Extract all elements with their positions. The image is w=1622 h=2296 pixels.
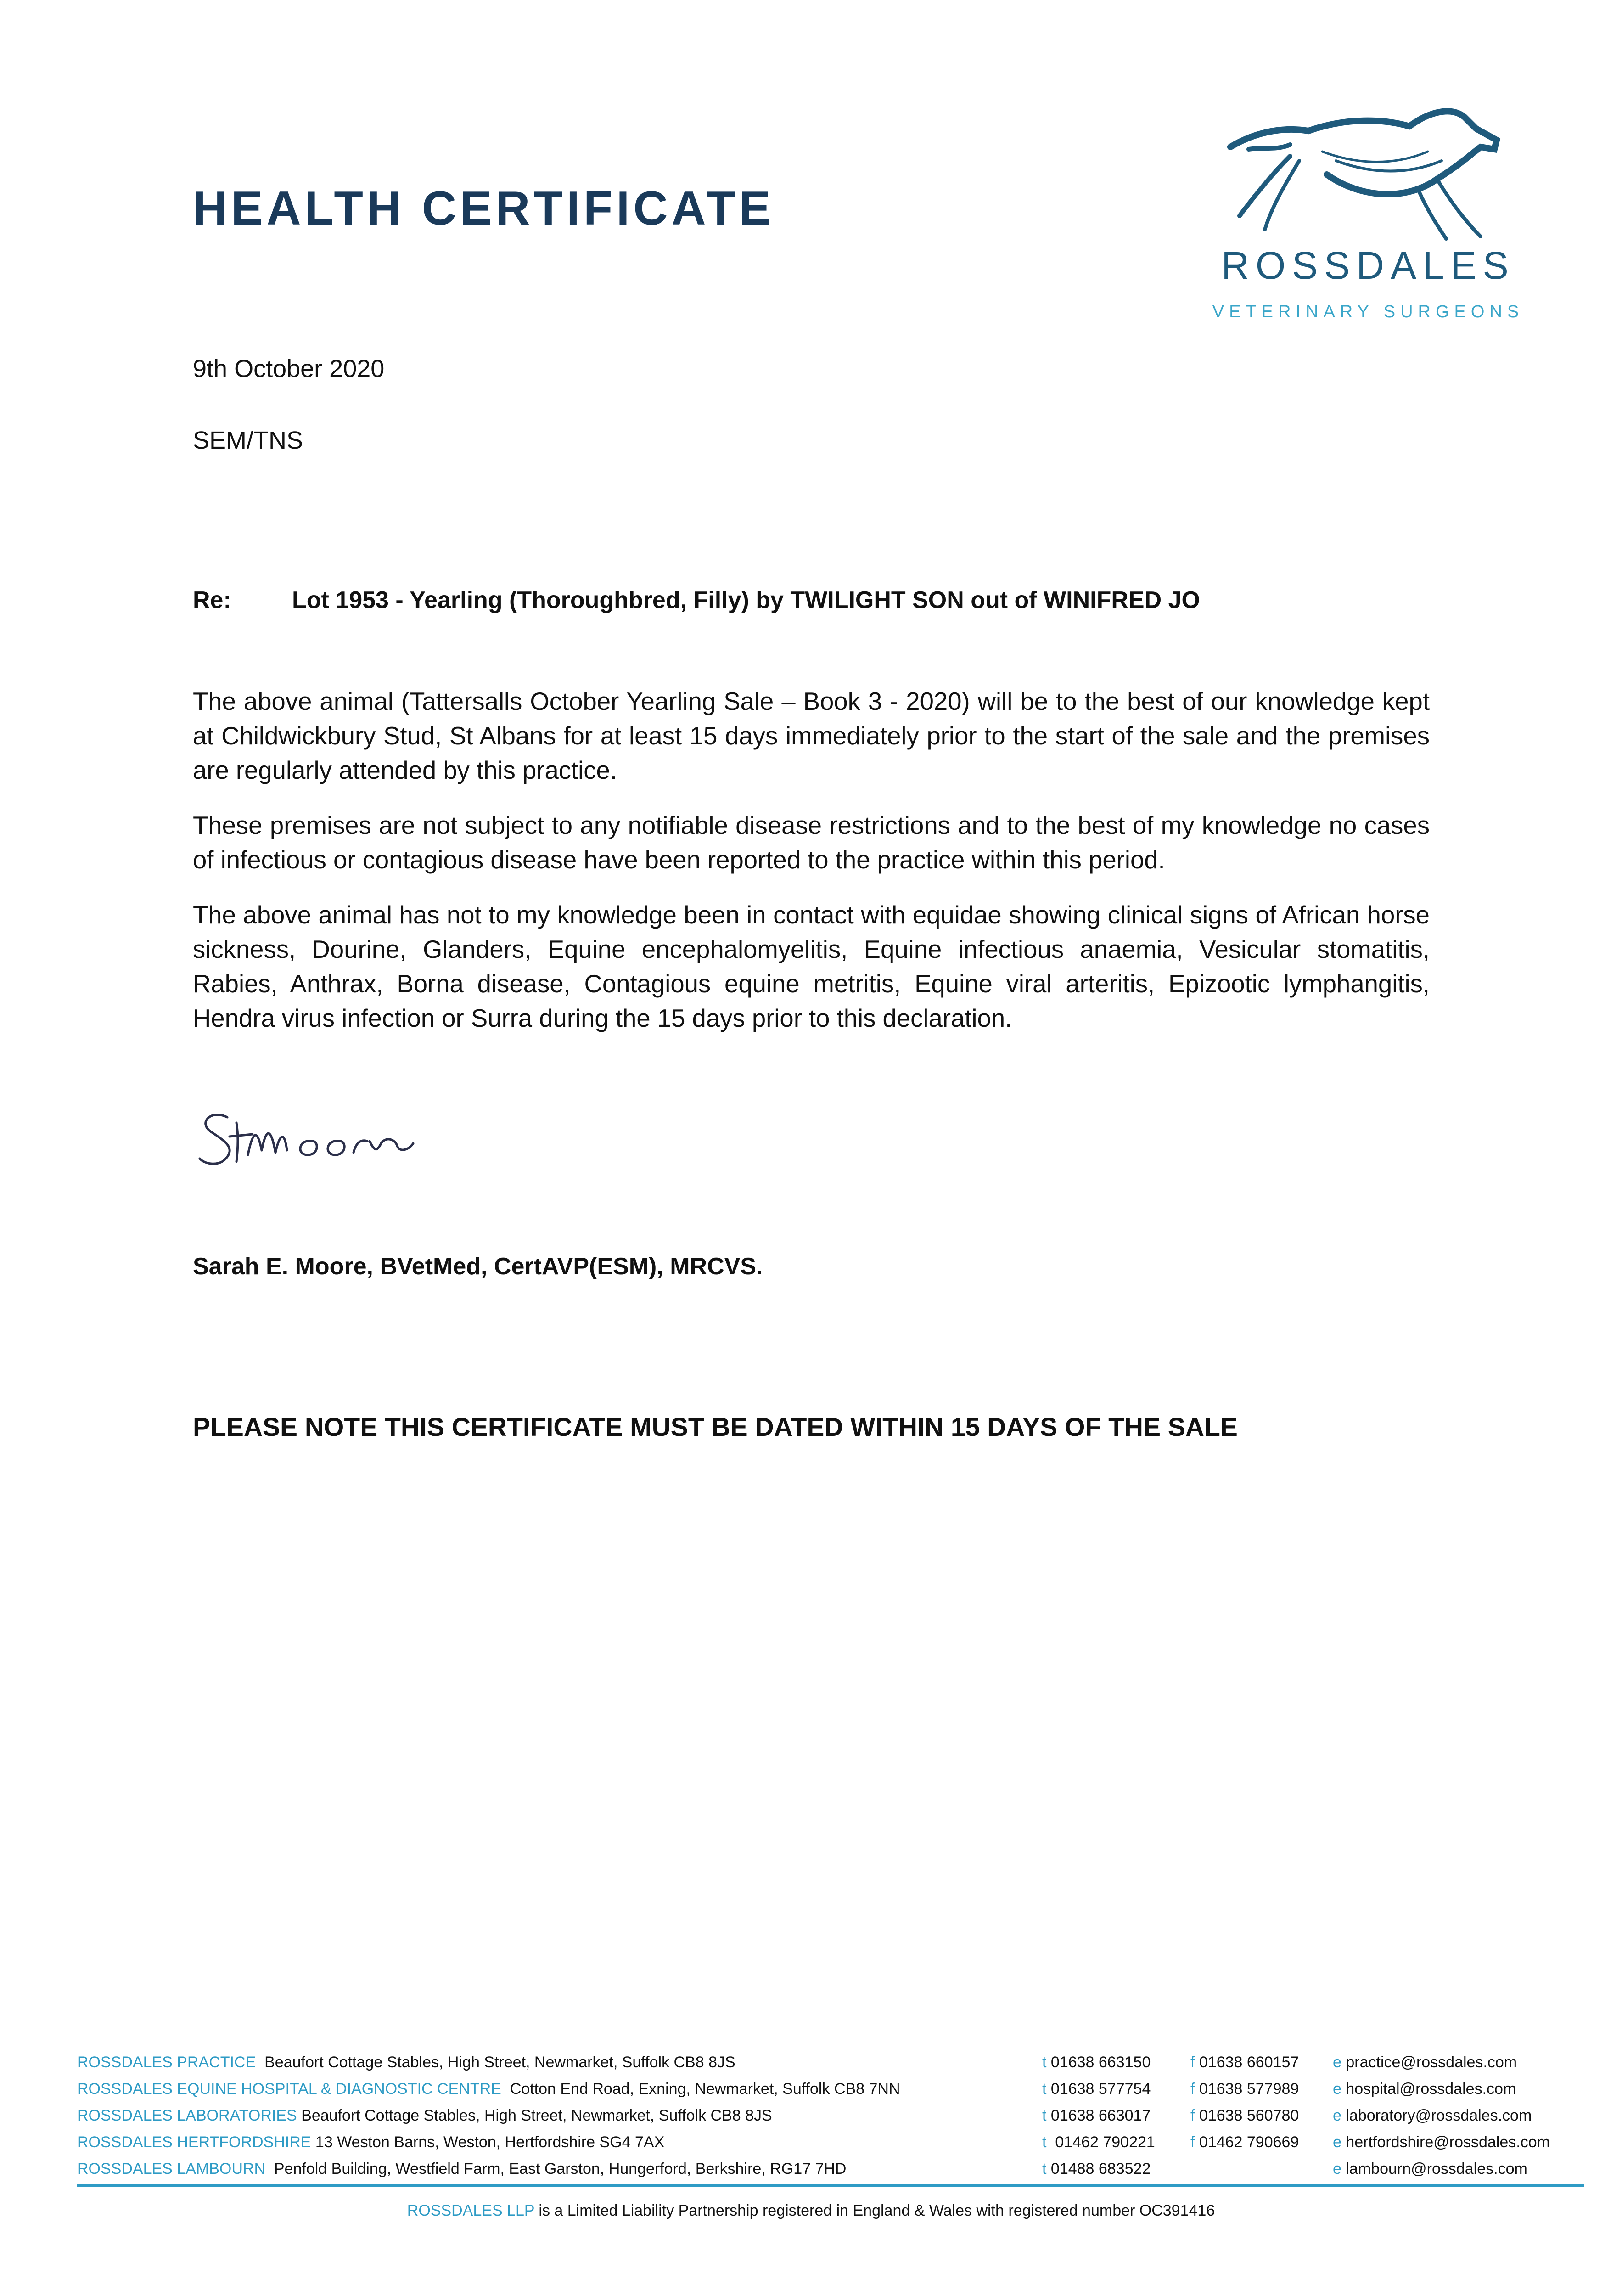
- phone-prefix: t: [1042, 2107, 1047, 2124]
- footer-address: Cotton End Road, Exning, Newmarket, Suffolk CB8 7NN: [510, 2080, 900, 2098]
- footer-row-lambourn: [77, 2155, 1584, 2182]
- phone-number: 01638 663017: [1050, 2107, 1151, 2124]
- footer-org-name: ROSSDALES EQUINE HOSPITAL & DIAGNOSTIC CENTRE: [77, 2080, 501, 2098]
- phone-number: 01638 663150: [1050, 2054, 1151, 2071]
- email-prefix: e: [1333, 2107, 1341, 2124]
- certificate-title: HEALTH CERTIFICATE: [193, 182, 775, 235]
- footer-org-name: ROSSDALES HERTFORDSHIRE: [77, 2133, 311, 2151]
- phone-number: 01488 683522: [1050, 2160, 1151, 2178]
- email-address: practice@rossdales.com: [1346, 2054, 1517, 2071]
- footer-org-name: ROSSDALES LABORATORIES: [77, 2107, 297, 2124]
- fax-prefix: f: [1190, 2054, 1195, 2071]
- phone-prefix: t: [1042, 2133, 1047, 2151]
- email-prefix: e: [1333, 2054, 1341, 2071]
- email-address: laboratory@rossdales.com: [1346, 2107, 1532, 2124]
- footer-row-hertfordshire: [77, 2129, 1584, 2155]
- footer-addresses: [77, 2049, 1584, 2182]
- email-address: hertfordshire@rossdales.com: [1346, 2133, 1550, 2151]
- phone-prefix: t: [1042, 2080, 1047, 2098]
- body-paragraph: These premises are not subject to any notifiable disease restrictions and to the best of my knowledge no cases of infectious or contagious disease have been reported to the practice within this period.: [193, 811, 1430, 874]
- footer-row-hospital: [77, 2076, 1584, 2102]
- validity-note: PLEASE NOTE THIS CERTIFICATE MUST BE DATED WITHIN 15 DAYS OF THE SALE: [193, 1412, 1238, 1442]
- footer-org-name: ROSSDALES LAMBOURN: [77, 2160, 265, 2178]
- email-prefix: e: [1333, 2133, 1341, 2151]
- llp-text: is a Limited Liability Partnership registered in England & Wales with registered number OC391416: [539, 2202, 1215, 2219]
- footer-address: Penfold Building, Westfield Farm, East Garston, Hungerford, Berkshire, RG17 7HD: [274, 2160, 847, 2178]
- subject-line: [193, 586, 1200, 614]
- phone-number: 01638 577754: [1050, 2080, 1151, 2098]
- fax-number: 01638 660157: [1199, 2054, 1299, 2071]
- signer-name: Sarah E. Moore, BVetMed, CertAVP(ESM), MRCVS.: [193, 1253, 763, 1280]
- rossdales-logo: [1207, 106, 1529, 335]
- fax-prefix: f: [1190, 2080, 1195, 2098]
- letter-date: 9th October 2020: [193, 355, 385, 383]
- phone-prefix: t: [1042, 2054, 1047, 2071]
- subject-text: Lot 1953 - Yearling (Thoroughbred, Filly) by TWILIGHT SON out of WINIFRED JO: [292, 587, 1200, 613]
- logo-wordmark: ROSSDALES: [1221, 244, 1515, 287]
- logo-tagline: VETERINARY SURGEONS: [1212, 302, 1524, 321]
- email-address: hospital@rossdales.com: [1346, 2080, 1516, 2098]
- fax-prefix: f: [1190, 2107, 1195, 2124]
- email-prefix: e: [1333, 2080, 1341, 2098]
- body-paragraph: The above animal (Tattersalls October Yearling Sale – Book 3 - 2020) will be to the best of our knowledge kept at Childwickbury Stud, St Albans for at least 15 days immediately prior to the start of the sale and the premises are regularly attended by this practice.: [193, 687, 1430, 784]
- fax-prefix: f: [1190, 2133, 1195, 2151]
- handwritten-signature: [193, 1104, 450, 1178]
- phone-prefix: t: [1042, 2160, 1047, 2178]
- footer-address: 13 Weston Barns, Weston, Hertfordshire SG4 7AX: [315, 2133, 665, 2151]
- footer-address: Beaufort Cottage Stables, High Street, Newmarket, Suffolk CB8 8JS: [264, 2054, 735, 2071]
- body-paragraph: The above animal has not to my knowledge been in contact with equidae showing clinical signs of African horse sickness, Dourine, Glanders, Equine encephalomyelitis, Equine infectious anaemia, Vesicular stomatitis, Rabies, Anthrax, Borna disease, Contagious equine metritis, Equine viral arteritis, Epizootic lymphangitis, Hendra virus infection or Surra during the 15 days prior to this declaration.: [193, 901, 1430, 1032]
- fax-number: 01638 577989: [1199, 2080, 1299, 2098]
- footer-divider: [77, 2184, 1584, 2187]
- footer-org-name: ROSSDALES PRACTICE: [77, 2054, 256, 2071]
- subject-label: Re:: [193, 587, 231, 613]
- fax-number: 01462 790669: [1199, 2133, 1299, 2151]
- footer-row-laboratories: [77, 2102, 1584, 2129]
- certificate-body: [193, 684, 1430, 1056]
- letter-reference: SEM/TNS: [193, 427, 303, 454]
- galloping-horse-logo-icon: [1221, 106, 1515, 243]
- llp-name: ROSSDALES LLP: [407, 2202, 534, 2219]
- email-prefix: e: [1333, 2160, 1341, 2178]
- phone-number: 01462 790221: [1055, 2133, 1155, 2151]
- footer-row-practice: [77, 2049, 1584, 2076]
- footer-address: Beaufort Cottage Stables, High Street, Newmarket, Suffolk CB8 8JS: [301, 2107, 772, 2124]
- fax-number: 01638 560780: [1199, 2107, 1299, 2124]
- email-address: lambourn@rossdales.com: [1346, 2160, 1527, 2178]
- llp-registration: [0, 2202, 1622, 2220]
